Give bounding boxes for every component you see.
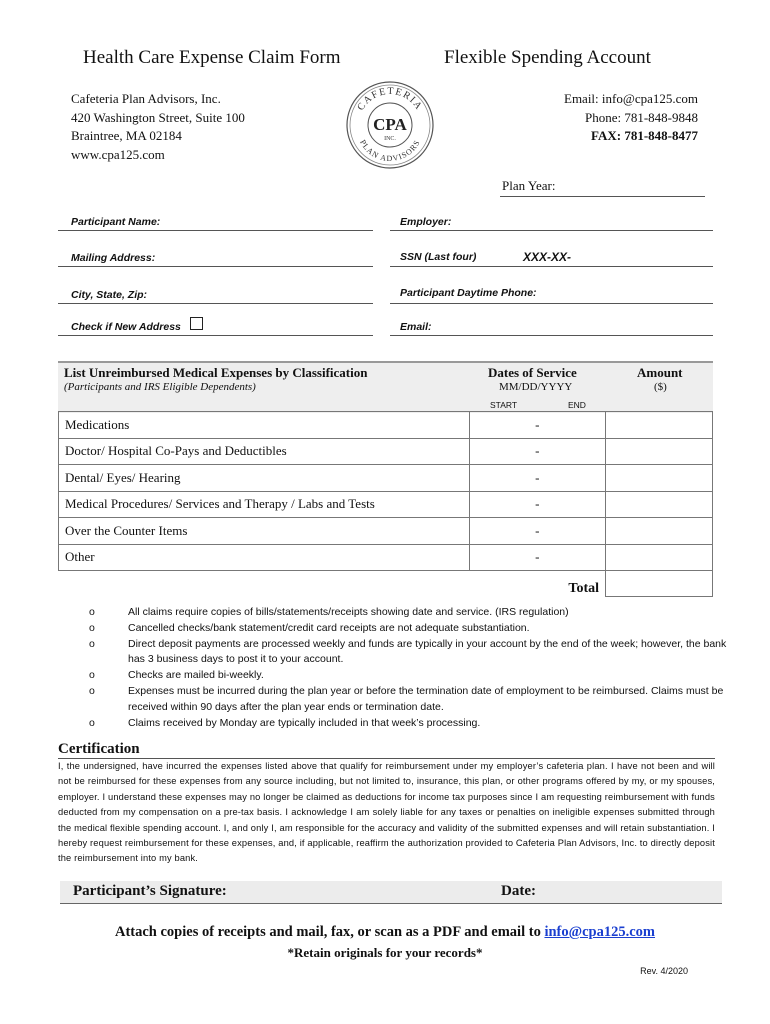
bullet-marker: o xyxy=(89,637,95,650)
amount-cell[interactable] xyxy=(606,491,713,518)
contact-phone: Phone: 781-848-9848 xyxy=(584,109,698,125)
contact-info xyxy=(564,90,698,146)
mailing-address-label: Mailing Address: xyxy=(71,252,156,264)
plan-year-underline xyxy=(500,196,705,197)
total-amount-cell[interactable] xyxy=(606,571,713,597)
expense-category: Doctor/ Hospital Co-Pays and Deductibles xyxy=(59,438,470,465)
expense-category: Other xyxy=(59,544,470,571)
daytime-phone-field[interactable] xyxy=(390,303,713,304)
total-label: Total xyxy=(568,580,599,596)
city-state-zip-field[interactable] xyxy=(58,303,373,304)
city-state-zip-label: City, State, Zip: xyxy=(71,289,148,301)
daytime-phone-label: Participant Daytime Phone: xyxy=(400,287,537,299)
date-cell[interactable]: - xyxy=(469,544,606,571)
city-address: Braintree, MA 02184 xyxy=(71,128,182,143)
retain-note: *Retain originals for your records* xyxy=(287,945,483,960)
list-item xyxy=(58,716,738,732)
signature-label: Participant’s Signature: xyxy=(73,883,227,899)
new-address-underline xyxy=(58,335,373,336)
bullet-marker: o xyxy=(89,669,95,682)
date-cell[interactable]: - xyxy=(469,412,606,439)
logo-top-text: CAFETERIA xyxy=(355,85,425,113)
ssn-label: SSN (Last four) xyxy=(400,251,477,263)
company-name: Cafeteria Plan Advisors, Inc. xyxy=(71,91,221,106)
account-title: Flexible Spending Account xyxy=(444,47,651,68)
list-item xyxy=(58,605,738,621)
expense-category: Over the Counter Items xyxy=(59,518,470,545)
list-item xyxy=(58,637,738,669)
website-link[interactable]: www.cpa125.com xyxy=(71,146,165,162)
list-item xyxy=(58,668,738,684)
dates-format: MM/DD/YYYY xyxy=(499,381,573,393)
ssn-field[interactable] xyxy=(390,266,713,267)
form-title: Health Care Expense Claim Form xyxy=(83,47,341,68)
note-text: Claims received by Monday are typically included in that week’s processing. xyxy=(128,716,481,729)
total-row xyxy=(59,571,713,597)
amount-heading: Amount xyxy=(637,365,683,380)
attach-text: Attach copies of receipts and mail, fax, or scan as a PDF and email to xyxy=(114,924,545,940)
amount-unit: ($) xyxy=(654,381,667,393)
table-row xyxy=(59,544,713,571)
company-address xyxy=(71,90,245,164)
bullet-marker: o xyxy=(89,716,95,729)
employer-label: Employer: xyxy=(400,216,452,228)
bullet-marker: o xyxy=(89,684,95,697)
certification-heading: Certification xyxy=(58,741,140,757)
date-cell[interactable]: - xyxy=(469,465,606,492)
logo-inc-text: INC. xyxy=(384,136,396,142)
attach-instructions xyxy=(0,924,770,941)
date-cell[interactable]: - xyxy=(469,518,606,545)
street-address: 420 Washington Street, Suite 100 xyxy=(71,109,245,125)
attach-email-link[interactable]: info@cpa125.com xyxy=(544,924,656,940)
note-text: Direct deposit payments are processed weekly and funds are typically in your account by the end of the week; however, the bank has 3 business days to post it to your account. xyxy=(128,637,727,666)
amount-cell[interactable] xyxy=(606,544,713,571)
mailing-address-field[interactable] xyxy=(58,266,373,267)
employer-field[interactable] xyxy=(390,230,713,231)
date-field[interactable] xyxy=(545,883,715,903)
table-row xyxy=(59,518,713,545)
amount-cell[interactable] xyxy=(606,465,713,492)
logo-bottom-text: PLAN ADVISORS xyxy=(358,138,422,164)
signature-field[interactable] xyxy=(240,883,490,903)
end-label: END xyxy=(568,400,586,410)
expense-table xyxy=(58,411,713,597)
expense-category: Medical Procedures/ Services and Therapy / Labs and Tests xyxy=(59,491,470,518)
bullet-marker: o xyxy=(89,621,95,634)
expense-category: Medications xyxy=(59,412,470,439)
dates-heading: Dates of Service xyxy=(488,365,577,380)
new-address-label: Check if New Address xyxy=(71,321,181,333)
ssn-prefix: XXX-XX- xyxy=(523,250,572,264)
table-row xyxy=(59,438,713,465)
note-text: All claims require copies of bills/statements/receipts showing date and service. (IRS regulation) xyxy=(128,606,569,618)
plan-year-label: Plan Year: xyxy=(502,178,556,193)
table-row xyxy=(59,491,713,518)
notes-list xyxy=(58,605,738,731)
cpa-logo xyxy=(345,80,435,170)
note-text: Checks are mailed bi-weekly. xyxy=(128,669,264,682)
email-label: Email: xyxy=(400,321,432,333)
new-address-checkbox[interactable] xyxy=(190,317,203,330)
contact-email[interactable]: Email: info@cpa125.com xyxy=(564,91,698,106)
revision-label: Rev. 4/2020 xyxy=(640,966,688,976)
certification-text: I, the undersigned, have incurred the expenses listed above that qualify for reimbursement under my employer’s cafeteria plan. I have not been and will not be reimbursed for these expenses from any source including, but not limited to, insurance, this plan, or other programs offered by my, or my spouses, employer. I understand these expenses may no longer be claimed as deductions for income tax purposes since I am requesting reimbursement with funds deducted from my compensation on a pre-tax basis. I acknowledge I am solely liable for any taxes or penalties on ineligible expenses submitted through the medical flexible spending account. I, and only I, am responsible for the accuracy and validity of the submitted expenses and will retain substantiation. I hereby request reimbursement for these expenses, and, if applicable, reaffirm the authorization provided to Cafeteria Plan Advisors, Inc. to directly deposit the reimbursement into my bank. xyxy=(58,761,715,864)
date-cell[interactable]: - xyxy=(469,491,606,518)
participant-name-label: Participant Name: xyxy=(71,216,161,228)
participant-name-field[interactable] xyxy=(58,230,373,231)
date-cell[interactable]: - xyxy=(469,438,606,465)
amount-cell[interactable] xyxy=(606,412,713,439)
contact-fax: FAX: 781-848-8477 xyxy=(591,128,698,143)
date-label: Date: xyxy=(501,883,536,899)
logo-center-text: CPA xyxy=(373,115,407,134)
note-text: Cancelled checks/bank statement/credit card receipts are not adequate substantiation. xyxy=(128,621,530,634)
note-text: Expenses must be incurred during the plan year or before the termination date of employment to be reimbursed. Claims must be received within 90 days after the plan year ends or termination date. xyxy=(128,684,724,713)
start-label: START xyxy=(490,400,518,410)
email-field[interactable] xyxy=(390,335,713,336)
expense-category: Dental/ Eyes/ Hearing xyxy=(59,465,470,492)
bullet-marker: o xyxy=(89,606,95,618)
table-row xyxy=(59,412,713,439)
expense-heading: List Unreimbursed Medical Expenses by Classification xyxy=(64,365,368,380)
table-row xyxy=(59,465,713,492)
amount-cell[interactable] xyxy=(606,518,713,545)
list-item xyxy=(58,621,738,637)
amount-cell[interactable] xyxy=(606,438,713,465)
expense-subheading: (Participants and IRS Eligible Dependents) xyxy=(64,381,256,393)
list-item xyxy=(58,684,738,716)
